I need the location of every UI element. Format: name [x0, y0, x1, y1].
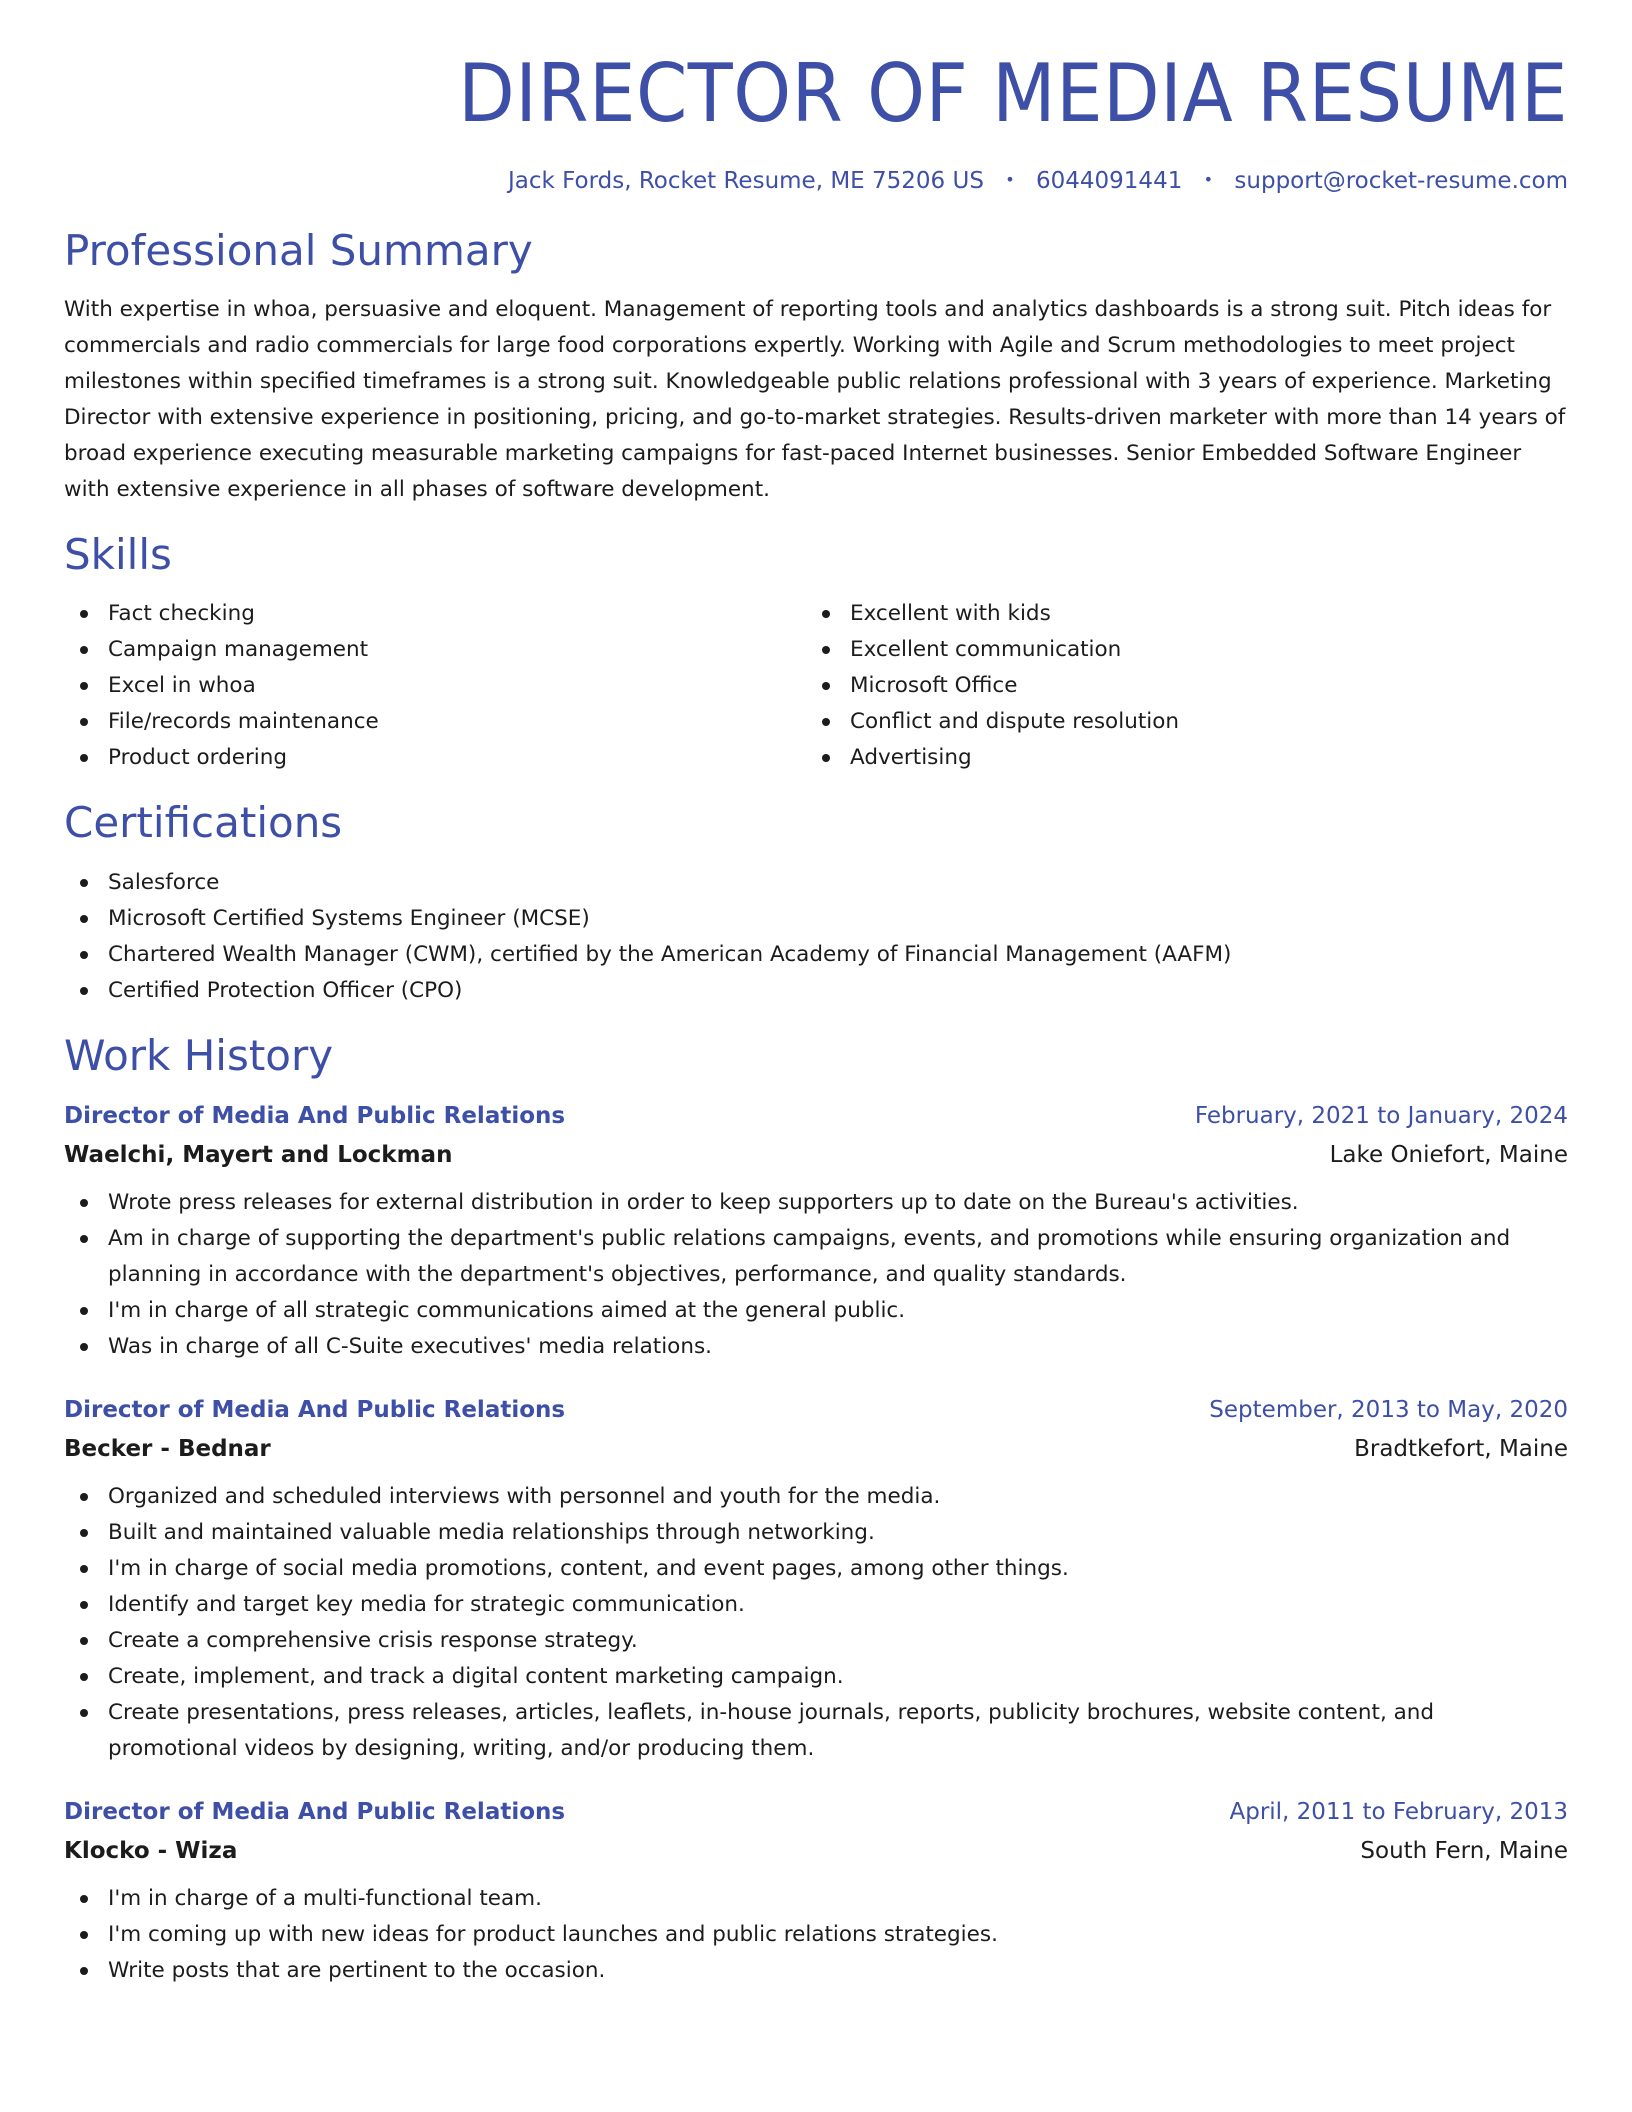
job-title: Director of Media And Public Relations [64, 1102, 566, 1129]
job-bullet-list [64, 1185, 1568, 1365]
job-dates: April, 2011 to February, 2013 [1229, 1798, 1568, 1825]
skill-item: Excellent communication [806, 632, 1548, 668]
skill-item: Microsoft Office [806, 668, 1548, 704]
contact-email: support@rocket-resume.com [1234, 168, 1568, 194]
job-bullet: Create presentations, press releases, articles, leaflets, in-house journals, reports, publicity brochures, website content, and promotional videos by designing, writing, and/or producing them. [64, 1695, 1568, 1767]
job-bullet-list [64, 1479, 1568, 1767]
section-heading-certifications: Certifications [64, 798, 343, 848]
work-history-section [64, 1030, 1568, 1989]
job-bullet: Write posts that are pertinent to the occasion. [64, 1953, 1568, 1989]
job-company: Klocko - Wiza [64, 1837, 238, 1864]
job-bullet: I'm in charge of social media promotions, content, and event pages, among other things. [64, 1551, 1568, 1587]
job-dates: February, 2021 to January, 2024 [1194, 1102, 1568, 1129]
contact-phone: 6044091441 [1036, 168, 1183, 194]
contact-line [64, 168, 1568, 194]
job-title: Director of Media And Public Relations [64, 1396, 566, 1423]
job-bullet: Identify and target key media for strategic communication. [64, 1587, 1568, 1623]
skills-column-right [806, 596, 1548, 776]
contact-separator: • [1005, 170, 1015, 189]
job-company-row [64, 1135, 1568, 1175]
summary-text: With expertise in whoa, persuasive and eloquent. Management of reporting tools and analytics dashboards is a strong suit. Pitch ideas for commercials and radio commercials for large food corporations expertly. Working with Agile and Scrum methodologies to meet project milestones within specified timeframes is a strong suit. Knowledgeable public relations professional with 3 years of experience. Marketing Director with extensive experience in positioning, pricing, and go-to-market strategies. Results-driven marketer with more than 14 years of broad experience executing measurable marketing campaigns for fast-paced Internet businesses. Senior Embedded Software Engineer with extensive experience in all phases of software development. [64, 297, 1566, 503]
skill-item: Campaign management [64, 632, 806, 668]
skills-column-left [64, 596, 806, 776]
summary-section [64, 228, 1568, 508]
job-dates: September, 2013 to May, 2020 [1209, 1396, 1568, 1423]
certification-item: Salesforce [64, 865, 1568, 901]
job-company: Becker - Bednar [64, 1435, 271, 1462]
job-bullet: I'm in charge of a multi-functional team. [64, 1881, 1568, 1917]
job-location: Lake Oniefort, Maine [1329, 1141, 1568, 1168]
certifications-section [64, 800, 1568, 1008]
job-company-row [64, 1831, 1568, 1871]
job-bullet: Built and maintained valuable media relationships through networking. [64, 1515, 1568, 1551]
skill-item: Product ordering [64, 740, 806, 776]
certification-item: Certified Protection Officer (CPO) [64, 973, 1568, 1009]
job-bullet: Create, implement, and track a digital content marketing campaign. [64, 1659, 1568, 1695]
job-bullet: Am in charge of supporting the department's public relations campaigns, events, and promotions while ensuring organization and planning in accordance with the department's objectives, performance, and quality standards. [64, 1221, 1568, 1293]
job-bullet: Wrote press releases for external distribution in order to keep supporters up to date on the Bureau's activities. [64, 1185, 1568, 1221]
certification-item: Chartered Wealth Manager (CWM), certified by the American Academy of Financial Management (AAFM) [64, 937, 1568, 973]
skills-grid [64, 596, 1568, 776]
contact-separator: • [1203, 170, 1214, 189]
job-location: South Fern, Maine [1360, 1837, 1568, 1864]
job-title: Director of Media And Public Relations [64, 1798, 566, 1825]
certification-list [64, 865, 1568, 1009]
job-header-row [64, 1793, 1568, 1831]
job-entry [64, 1097, 1568, 1365]
section-heading-work-history: Work History [64, 1030, 334, 1080]
skills-section [64, 532, 1568, 776]
section-heading-skills: Skills [64, 530, 172, 580]
job-entry [64, 1793, 1568, 1989]
job-bullet-list [64, 1881, 1568, 1989]
skill-item: File/records maintenance [64, 704, 806, 740]
skill-item: Fact checking [64, 596, 806, 632]
job-company: Waelchi, Mayert and Lockman [64, 1141, 453, 1168]
job-bullet: Organized and scheduled interviews with personnel and youth for the media. [64, 1479, 1568, 1515]
job-entry [64, 1391, 1568, 1767]
job-header-row [64, 1391, 1568, 1429]
job-bullet: Create a comprehensive crisis response strategy. [64, 1623, 1568, 1659]
page-title: DIRECTOR OF MEDIA RESUME [458, 47, 1569, 140]
certification-item: Microsoft Certified Systems Engineer (MCSE) [64, 901, 1568, 937]
job-location: Bradtkefort, Maine [1354, 1435, 1568, 1462]
skill-item: Conflict and dispute resolution [806, 704, 1548, 740]
contact-address: Jack Fords, Rocket Resume, ME 75206 US [507, 168, 984, 194]
skill-item: Advertising [806, 740, 1548, 776]
section-heading-summary: Professional Summary [64, 226, 533, 275]
job-bullet: I'm in charge of all strategic communications aimed at the general public. [64, 1293, 1568, 1329]
skill-item: Excellent with kids [806, 596, 1548, 632]
job-company-row [64, 1429, 1568, 1469]
skill-item: Excel in whoa [64, 668, 806, 704]
job-header-row [64, 1097, 1568, 1135]
job-bullet: I'm coming up with new ideas for product launches and public relations strategies. [64, 1917, 1568, 1953]
job-bullet: Was in charge of all C-Suite executives' media relations. [64, 1329, 1568, 1365]
